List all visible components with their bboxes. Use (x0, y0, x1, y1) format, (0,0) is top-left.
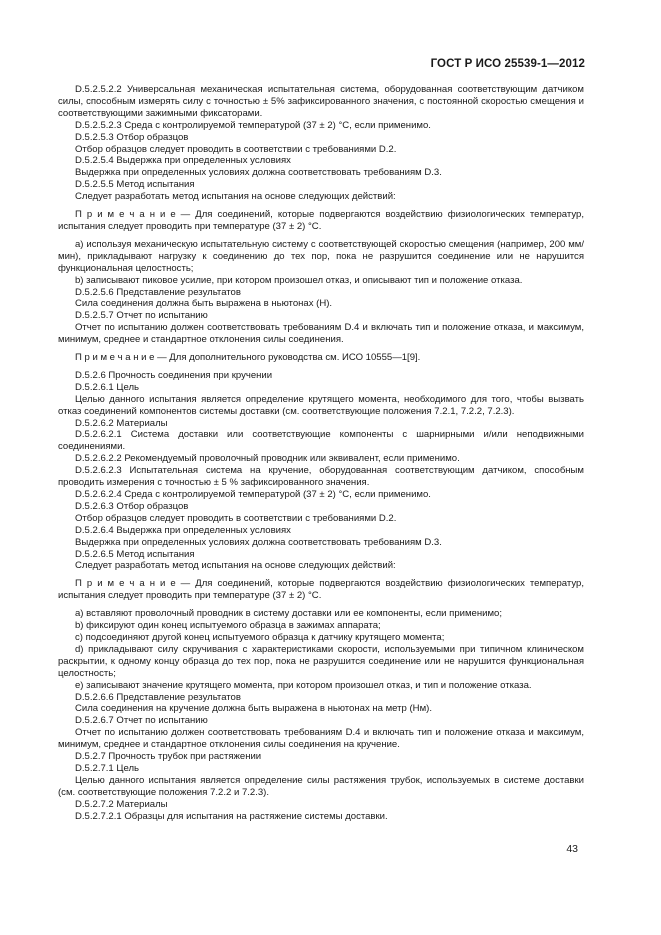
section-heading: D.5.2.6 Прочность соединения при кручении (75, 369, 273, 381)
paragraph: D.5.2.6.2.3 Испытательная система на кручение, оборудованная соответствующим датчиком, способным проводить измерения с точностью ± 5 % зафиксированного значения. (58, 465, 584, 489)
section-heading: D.5.2.7 Прочность трубок при растяжении (75, 751, 262, 763)
paragraph: Отчет по испытанию должен соответствовать требованиям D.4 и включать тип и положение отказа, и максимум, минимум, среднее и стандартное отклонения силы соединения. (58, 322, 584, 346)
paragraph: Сила соединения должна быть выражена в ньютонах (Н). (75, 298, 333, 310)
note: П р и м е ч а н и е — Для дополнительного руководства см. ИСО 10555—1[9]. (75, 352, 421, 364)
note: П р и м е ч а н и е — Для соединений, которые подвергаются воздействию физиологических температур, испытания следует проводить при температуре (37 ± 2) °С. (58, 578, 584, 602)
subsection-heading: D.5.2.6.5 Метод испытания (75, 548, 195, 560)
list-item: d) прикладывают силу скручивания с характеристиками скорости, используемыми при типичном клиническом раскрытии, к одному концу образца до тех пор, пока не разрушится соединение или не нарушится функциональная целостность; (58, 643, 584, 679)
paragraph: D.5.2.6.2.1 Система доставки или соответствующие компоненты с шарнирными и/или неподвижными соединениями. (58, 429, 584, 453)
page-number: 43 (566, 843, 578, 855)
note: П р и м е ч а н и е — Для соединений, которые подвергаются воздействию физиологических температур, испытания следует проводить при температуре (37 ± 2) °С. (58, 209, 584, 232)
list-item: а) используя механическую испытательную систему с соответствующей скоростью смещения (например, 200 мм/мин), прикладывают нагрузку к соединению до тех пор, пока не разрушится соединение или не нарушится функциональная целостность; (58, 238, 584, 274)
list-item: b) записывают пиковое усилие, при котором произошел отказ, и описывают тип и положение отказа. (75, 274, 523, 286)
list-item: b) фиксируют один конец испытуемого образца в зажимах аппарата; (75, 620, 381, 632)
paragraph: Целью данного испытания является определение крутящего момента, необходимого для того, чтобы вызвать отказ соединений компонентов системы доставки (см. соответствующие положения 7.2.1, 7.2.2, 7.2.3). (58, 393, 584, 417)
paragraph: D.5.2.5.2.2 Универсальная механическая испытательная система, оборудованная соответствующим датчиком силы, способным измерять силу с точностью ± 5% зафиксированного значения, с постоянной скоростью смещения и соответствующими зажимными фиксаторами. (58, 84, 584, 119)
paragraph: D.5.2.6.2.4 Среда с контролируемой температурой (37 ± 2) °С, если применимо. (75, 489, 431, 500)
subsection-heading: D.5.2.5.7 Отчет по испытанию (75, 310, 208, 322)
paragraph: D.5.2.6.2.2 Рекомендуемый проволочный проводник или эквивалент, если применимо. (75, 453, 460, 465)
subsection-heading: D.5.2.5.3 Отбор образцов (75, 131, 189, 143)
subsection-heading: D.5.2.5.5 Метод испытания (75, 179, 195, 191)
subsection-heading: D.5.2.7.2 Материалы (75, 798, 168, 810)
paragraph: Выдержка при определенных условиях должна соответствовать требованиям D.3. (75, 167, 442, 179)
subsection-heading: D.5.2.6.1 Цель (75, 381, 139, 393)
list-item: а) вставляют проволочный проводник в систему доставки или ее компоненты, если применимо; (75, 608, 502, 620)
paragraph: Следует разработать метод испытания на основе следующих действий: (75, 191, 396, 203)
subsection-heading: D.5.2.7.1 Цель (75, 762, 139, 774)
paragraph: Сила соединения на кручение должна быть выражена в ньютонах на метр (Нм). (75, 703, 432, 715)
list-item: е) записывают значение крутящего момента, при котором произошел отказ, и тип и положение отказа. (75, 679, 532, 691)
subsection-heading: D.5.2.5.6 Представление результатов (75, 286, 241, 298)
subsection-heading: D.5.2.6.7 Отчет по испытанию (75, 715, 208, 727)
subsection-heading: D.5.2.6.6 Представление результатов (75, 691, 241, 703)
subsection-heading: D.5.2.5.4 Выдержка при определенных условиях (75, 155, 291, 167)
paragraph: Отчет по испытанию должен соответствовать требованиям D.4 и включать тип и положение отказа и максимум, минимум, среднее и стандартное отклонения силы соединения на кручение. (58, 727, 584, 751)
subsection-heading: D.5.2.6.2 Материалы (75, 417, 168, 429)
document-header: ГОСТ Р ИСО 25539-1—2012 (430, 58, 585, 70)
subsection-heading: D.5.2.6.3 Отбор образцов (75, 500, 189, 512)
paragraph: Выдержка при определенных условиях должна соответствовать требованиям D.3. (75, 536, 442, 548)
list-item: c) подсоединяют другой конец испытуемого образца к датчику крутящего момента; (75, 631, 445, 643)
paragraph: Целью данного испытания является определение силы растяжения трубок, используемых в системе доставки (см. соответствующие положения 7.2.2 и 7.2.3). (58, 774, 584, 798)
paragraph: Отбор образцов следует проводить в соответствии с требованиями D.2. (75, 512, 397, 524)
paragraph: Отбор образцов следует проводить в соответствии с требованиями D.2. (75, 143, 397, 155)
paragraph: D.5.2.7.2.1 Образцы для испытания на растяжение системы доставки. (75, 810, 388, 822)
subsection-heading: D.5.2.6.4 Выдержка при определенных условиях (75, 524, 291, 536)
document-body (58, 84, 584, 822)
paragraph: D.5.2.5.2.3 Среда с контролируемой температурой (37 ± 2) °С, если применимо. (75, 119, 431, 131)
paragraph: Следует разработать метод испытания на основе следующих действий: (75, 560, 396, 572)
